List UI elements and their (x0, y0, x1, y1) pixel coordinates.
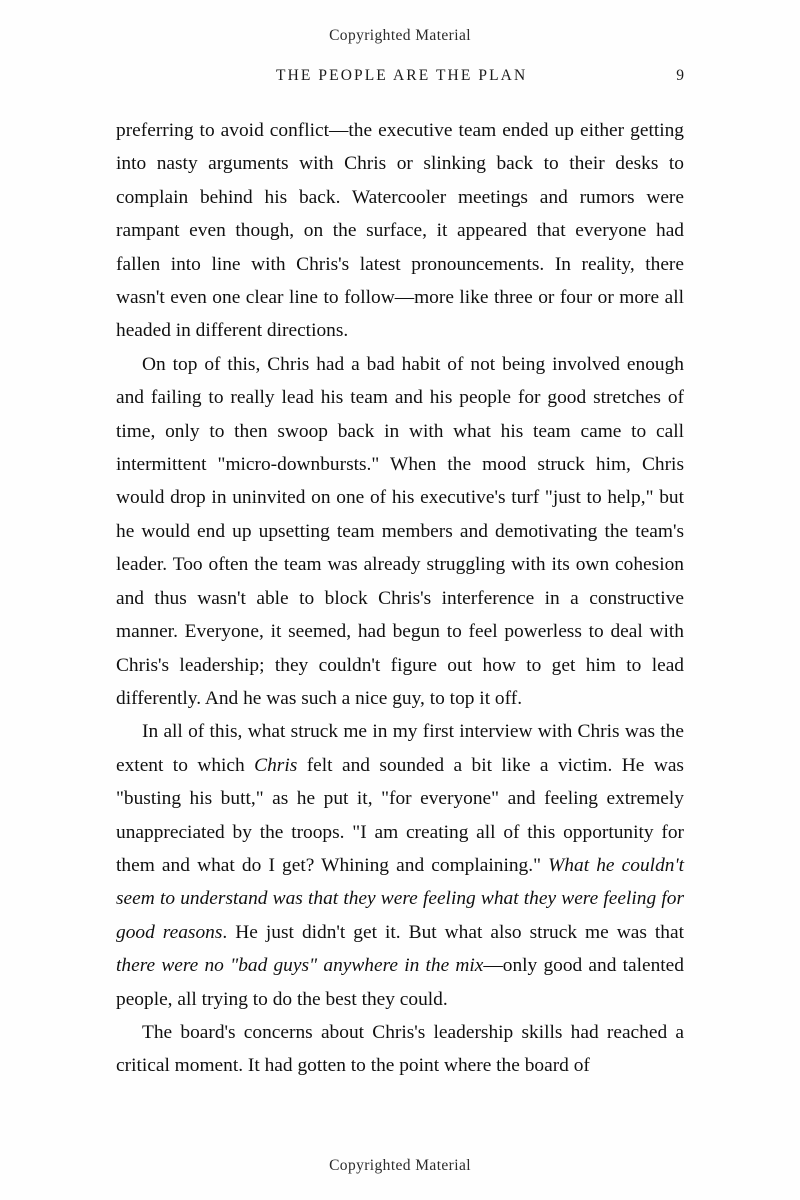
running-head-title: THE PEOPLE ARE THE PLAN (276, 67, 528, 84)
body-text (116, 114, 684, 1083)
copyright-watermark-top: Copyrighted Material (329, 27, 471, 44)
plain-text: felt and sounded a bit like a victim. He was "busting his butt," as he put it, "for everyone" and feeling extremely unappreciated by the troops. "I am creating all of this opportunity for them and what do I get? Whining and complaining." (116, 754, 684, 876)
running-head (116, 67, 684, 85)
plain-text: . He just didn't get it. But what also struck me was that (222, 921, 684, 943)
plain-text: —only good and talented people, all trying to do the best they could. (116, 955, 684, 1010)
paragraph-1: preferring to avoid conflict—the executive team ended up either getting into nasty arguments with Chris or slinking back to their desks to complain behind his back. Watercooler meetings and rumors were rampant even though, on the surface, it appeared that everyone had fallen into line with Chris's latest pronouncements. In reality, there wasn't even one clear line to follow—more like three or four or more all headed in different directions. (116, 120, 684, 342)
paragraph-3 (116, 715, 684, 1016)
plain-text: In all of this, what struck me in my first interview with Chris was the extent to which (116, 721, 684, 776)
paragraph-4: The board's concerns about Chris's leadership skills had reached a critical moment. It had gotten to the point where the board of (116, 1021, 684, 1077)
paragraph-2: On top of this, Chris had a bad habit of not being involved enough and failing to really lead his team and his people for good stretches of time, only to then swoop back in with what his team came to call intermittent "micro-downbursts." When the mood struck him, Chris would drop in uninvited on one of his executive's turf "just to help," but he would end up upsetting team members and demotivating the team's leader. Too often the team was already struggling with its own cohesion and thus wasn't able to block Chris's interference in a constructive manner. Everyone, it seemed, had begun to feel powerless to deal with Chris's leadership; they couldn't figure out how to get him to lead differently. And he was such a nice guy, to top it off. (116, 353, 684, 709)
emphasis-text: there were no "bad guys" anywhere in the mix (116, 955, 484, 977)
emphasis-text: What he couldn't seem to understand was that they were feeling what they were feeling for good reasons (116, 854, 684, 943)
emphasis-text: Chris (254, 754, 298, 776)
page-number: 9 (676, 67, 684, 84)
copyright-watermark-bottom: Copyrighted Material (329, 1157, 471, 1174)
